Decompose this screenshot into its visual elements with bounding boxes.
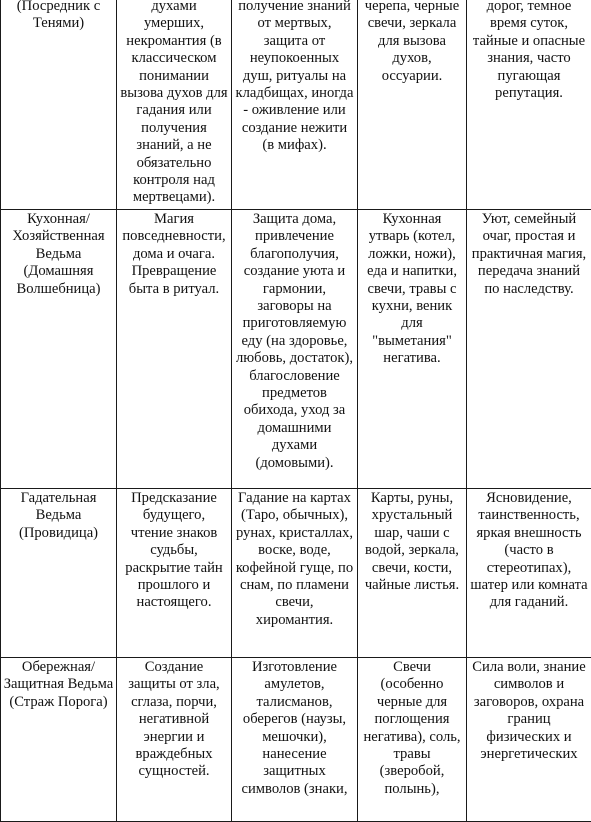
witch-type-name-cell: Гадательная Ведьма (Провидица): [1, 488, 117, 657]
tools-cell: Кухонная утварь (котел, ложки, ножи), еда и напитки, свечи, травы с кухни, веник для "выметания" негатива.: [358, 209, 467, 488]
practices-cell: Гадание на картах (Таро, обычных), рунах, кристаллах, воске, воде, кофейной гуще, по снам, по пламени свечи, хиромантия.: [232, 488, 358, 657]
traits-cell: Ясновидение, таинственность, яркая внешность (часто в стереотипах), шатер или комната для гаданий.: [467, 488, 591, 657]
practices-cell: получение знаний от мертвых, защита от неупокоенных душ, ритуалы на кладбищах, иногда - оживление или создание нежити (в мифах).: [232, 0, 358, 209]
witch-type-name-cell: Обережная/ Защитная Ведьма (Страж Порога): [1, 657, 117, 821]
table-row: [1, 657, 591, 821]
essence-cell: духами умерших, некромантия (в классическом понимании вызова духов для гадания или получения знаний, а не обязательно контроля над мертвецами).: [117, 0, 232, 209]
table-row: [1, 209, 591, 488]
practices-cell: Изготовление амулетов, талисманов, оберегов (наузы, мешочки), нанесение защитных символов (знаки,: [232, 657, 358, 821]
table-row: [1, 488, 591, 657]
witch-type-name-cell: Кухонная/ Хозяйственная Ведьма (Домашняя Волшебница): [1, 209, 117, 488]
essence-cell: Предсказание будущего, чтение знаков судьбы, раскрытие тайн прошлого и настоящего.: [117, 488, 232, 657]
tools-cell: черепа, черные свечи, зеркала для вызова духов, оссуарии.: [358, 0, 467, 209]
traits-cell: Сила воли, знание символов и заговоров, охрана границ физических и энергетических: [467, 657, 591, 821]
tools-cell: Карты, руны, хрустальный шар, чаши с водой, зеркала, свечи, кости, чайные листья.: [358, 488, 467, 657]
essence-cell: Магия повседневности, дома и очага. Превращение быта в ритуал.: [117, 209, 232, 488]
tools-cell: Свечи (особенно черные для поглощения негатива), соль, травы (зверобой, полынь),: [358, 657, 467, 821]
table-row: [1, 0, 591, 209]
essence-cell: Создание защиты от зла, сглаза, порчи, негативной энергии и враждебных сущностей.: [117, 657, 232, 821]
witch-type-name-cell: (Посредник с Тенями): [1, 0, 117, 209]
traits-cell: дорог, темное время суток, тайные и опасные знания, часто пугающая репутация.: [467, 0, 591, 209]
practices-cell: Защита дома, привлечение благополучия, создание уюта и гармонии, заговоры на приготовляемую еду (на здоровье, любовь, достаток), благословение предметов обихода, уход за домашними духами (домовыми).: [232, 209, 358, 488]
traits-cell: Уют, семейный очаг, простая и практичная магия, передача знаний по наследству.: [467, 209, 591, 488]
